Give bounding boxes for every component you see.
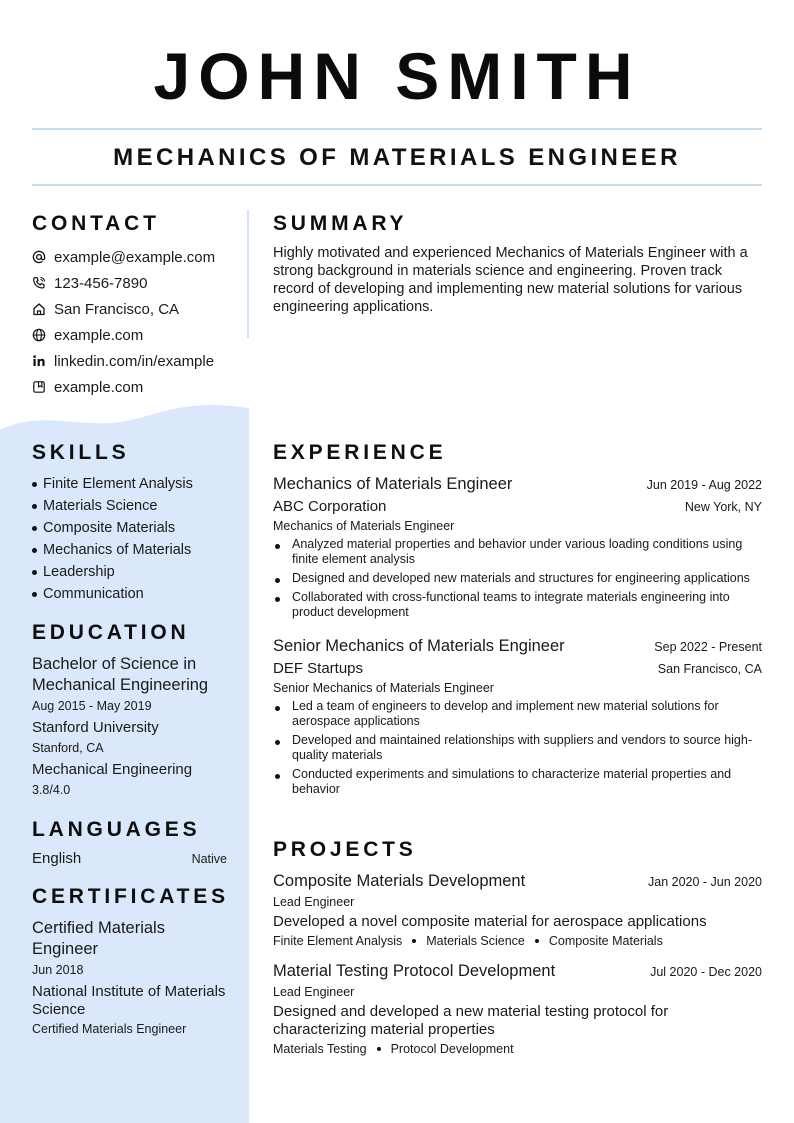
languages-heading: LANGUAGES [32, 818, 201, 841]
project-tag: Materials Testing [273, 1042, 367, 1056]
bullet-icon [275, 578, 280, 583]
contact-website-text: example.com [54, 326, 144, 344]
job-bullet [273, 767, 762, 797]
project-tags [273, 1041, 762, 1057]
tag-separator-icon [535, 939, 539, 943]
project-description: Designed and developed a new material testing protocol for characterizing material properties [273, 1003, 669, 1038]
contact-email[interactable] [32, 244, 237, 270]
linkedin-icon [32, 354, 46, 368]
experience-section [273, 441, 762, 813]
job-bullet-text: Analyzed material properties and behavior under various loading conditions using finite element analysis [292, 537, 743, 566]
job-company: ABC Corporation [273, 498, 387, 515]
bullet-icon [32, 482, 37, 487]
skill-label: Leadership [43, 564, 115, 580]
projects-heading: PROJECTS [273, 838, 417, 861]
projects-section [273, 838, 762, 1069]
job-bullet-text: Collaborated with cross-functional teams to integrate materials engineering into product development [292, 590, 730, 619]
bullet-icon [275, 597, 280, 602]
education-section [32, 621, 227, 800]
bullet-icon [275, 544, 280, 549]
job-role: Mechanics of Materials Engineer [273, 519, 455, 533]
job-bullets [273, 699, 762, 797]
home-icon [32, 302, 46, 316]
project-role: Lead Engineer [273, 895, 355, 909]
project-title: Composite Materials Development [273, 872, 526, 890]
sidebar-column [32, 441, 227, 1039]
bullet-icon [32, 526, 37, 531]
summary-text: Highly motivated and experienced Mechanics of Materials Engineer with a strong background in materials science and engineering. Proven track record of developing and implementing new material solutions for various engineering applications. [273, 245, 748, 315]
contact-linkedin-text: linkedin.com/in/example [54, 352, 215, 370]
certificate-issuer: National Institute of Materials Science [32, 983, 226, 1018]
project-dates: Jul 2020 - Dec 2020 [650, 965, 762, 979]
education-heading: EDUCATION [32, 621, 190, 644]
job-dates: Sep 2022 - Present [654, 640, 762, 654]
project-tag: Finite Element Analysis [273, 934, 403, 948]
header-divider-bottom [32, 184, 762, 186]
project-tag: Protocol Development [390, 1042, 514, 1056]
job-location: San Francisco, CA [657, 662, 762, 676]
project-tag: Materials Science [426, 934, 525, 948]
job-bullet [273, 571, 762, 586]
education-degree: Bachelor of Science in Mechanical Engineering [32, 655, 209, 694]
job-company: DEF Startups [273, 660, 364, 677]
job-entry [273, 636, 762, 797]
project-description: Developed a novel composite material for aerospace applications [273, 913, 707, 930]
project-tag: Composite Materials [548, 934, 663, 948]
education-dates: Aug 2015 - May 2019 [32, 699, 152, 713]
tag-separator-icon [412, 939, 416, 943]
project-title: Material Testing Protocol Development [273, 962, 556, 980]
skills-heading: SKILLS [32, 441, 130, 464]
job-role: Senior Mechanics of Materials Engineer [273, 681, 494, 695]
skill-item [32, 539, 227, 561]
at-icon [32, 250, 46, 264]
languages-section [32, 818, 227, 867]
education-location: Stanford, CA [32, 741, 104, 755]
globe-icon [32, 328, 46, 342]
project-role: Lead Engineer [273, 985, 355, 999]
contact-location-text: San Francisco, CA [54, 300, 180, 318]
skill-label: Composite Materials [43, 520, 176, 536]
bullet-icon [275, 774, 280, 779]
tag-separator-icon [377, 1047, 381, 1051]
job-bullet-text: Developed and maintained relationships with suppliers and vendors to source high-quality materials [292, 733, 752, 762]
skills-section [32, 441, 227, 605]
skill-label: Finite Element Analysis [43, 476, 193, 492]
summary-section [273, 212, 763, 316]
certificate-subtitle: Certified Materials Engineer [32, 1022, 187, 1036]
certificate-date: Jun 2018 [32, 963, 84, 977]
contact-section [32, 212, 237, 400]
language-name: English [32, 850, 82, 867]
education-gpa: 3.8/4.0 [32, 783, 71, 797]
contact-phone[interactable] [32, 270, 237, 296]
contact-email-text: example@example.com [54, 248, 216, 266]
candidate-name: JOHN SMITH [153, 39, 641, 113]
skill-label: Materials Science [43, 498, 158, 514]
skill-item [32, 517, 227, 539]
bullet-icon [32, 592, 37, 597]
contact-linkedin[interactable] [32, 348, 237, 374]
bullet-icon [275, 740, 280, 745]
language-level: Native [191, 852, 227, 866]
contact-summary-divider [247, 210, 249, 338]
job-bullet-text: Conducted experiments and simulations to characterize material properties and behavior [292, 767, 732, 796]
header-divider-top [32, 128, 762, 130]
skill-item [32, 583, 227, 605]
certificates-section [32, 885, 227, 1039]
bullet-icon [275, 706, 280, 711]
job-entry [273, 474, 762, 620]
bullet-icon [32, 504, 37, 509]
project-entry [273, 961, 762, 1057]
job-title: Mechanics of Materials Engineer [273, 475, 513, 493]
job-bullet [273, 537, 762, 567]
job-bullet-text: Led a team of engineers to develop and implement new material solutions for aerospace applications [292, 699, 719, 728]
skill-label: Communication [43, 586, 144, 602]
contact-heading: CONTACT [32, 212, 160, 235]
job-bullet [273, 590, 762, 620]
job-dates: Jun 2019 - Aug 2022 [646, 478, 762, 492]
job-location: New York, NY [684, 500, 762, 514]
job-bullet-text: Designed and developed new materials and structures for engineering applications [292, 571, 750, 585]
skill-item [32, 495, 227, 517]
education-school: Stanford University [32, 719, 159, 736]
project-entry [273, 871, 762, 949]
job-bullet [273, 733, 762, 763]
experience-heading: EXPERIENCE [273, 441, 447, 464]
job-title: Senior Mechanics of Materials Engineer [273, 637, 565, 655]
skill-item [32, 561, 227, 583]
contact-portfolio[interactable] [32, 374, 237, 400]
job-title-heading: MECHANICS OF MATERIALS ENGINEER [113, 144, 681, 171]
certificates-heading: CERTIFICATES [32, 885, 229, 908]
contact-portfolio-text: example.com [54, 378, 144, 396]
contact-website[interactable] [32, 322, 237, 348]
contact-location [32, 296, 237, 322]
project-tags [273, 933, 762, 949]
bullet-icon [32, 548, 37, 553]
summary-heading: SUMMARY [273, 212, 408, 235]
project-dates: Jan 2020 - Jun 2020 [648, 875, 762, 889]
skill-label: Mechanics of Materials [43, 542, 192, 558]
contact-phone-text: 123-456-7890 [54, 274, 148, 292]
job-bullets [273, 537, 762, 620]
bullet-icon [32, 570, 37, 575]
phone-icon [32, 276, 46, 290]
certificate-name: Certified Materials Engineer [32, 919, 165, 958]
language-item [32, 850, 227, 867]
education-field: Mechanical Engineering [32, 761, 193, 778]
skill-item [32, 473, 227, 495]
portfolio-icon [32, 380, 46, 394]
job-bullet [273, 699, 762, 729]
